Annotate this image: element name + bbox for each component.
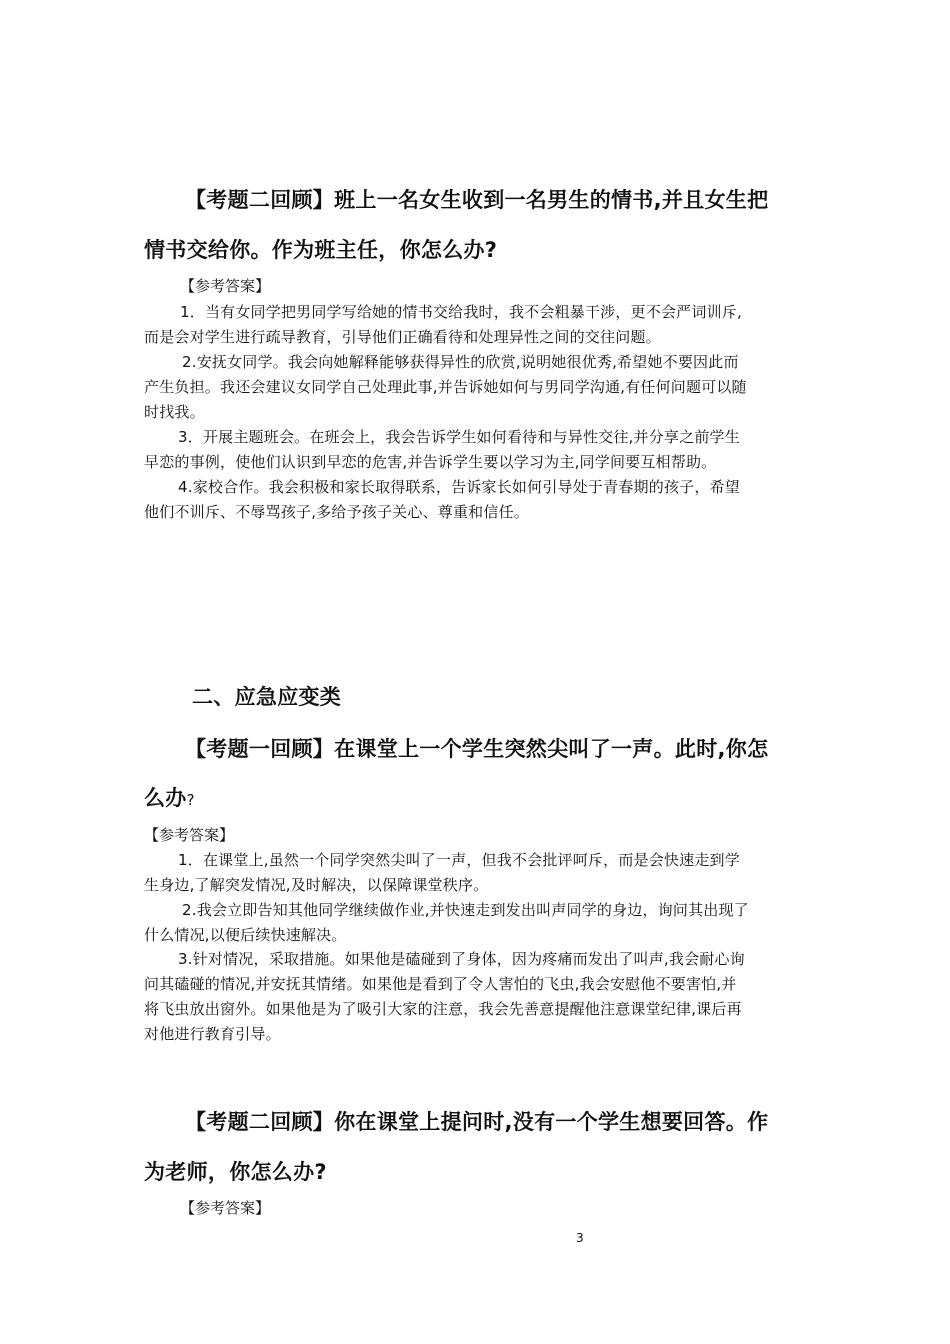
question-heading: 【考题二回顾】班上一名女生收到一名男生的情书,并且女生把 bbox=[185, 188, 769, 212]
section-title: 二、应急应变类 bbox=[192, 685, 342, 709]
answer-label: 【参考答案】 bbox=[144, 826, 235, 844]
answer-line: 3.针对情况，采取措施。如果他是磕碰到了身体，因为疼痛而发出了叫声,我会耐心询 bbox=[178, 950, 745, 968]
answer-line: 早恋的事例，使他们认识到早恋的危害,并告诉学生要以学习为主,同学间要互相帮助。 bbox=[144, 453, 717, 471]
question-heading-cont: 情书交给你。作为班主任，你怎么办? bbox=[144, 238, 498, 262]
answer-line: 4.家校合作。我会积极和家长取得联系，告诉家长如何引导处于青春期的孩子，希望 bbox=[178, 478, 740, 496]
question-heading-bold: 么办 bbox=[144, 786, 187, 810]
answer-line: 他们不训斥、不辱骂孩子,多给予孩子关心、尊重和信任。 bbox=[144, 503, 529, 521]
answer-line: 时找我。 bbox=[144, 403, 205, 421]
answer-line: 对他进行教育引导。 bbox=[144, 1025, 281, 1043]
answer-label: 【参考答案】 bbox=[180, 277, 271, 295]
question-heading: 【考题一回顾】在课堂上一个学生突然尖叫了一声。此时,你怎 bbox=[185, 737, 769, 761]
answer-line: 1．当有女同学把男同学写给她的情书交给我时，我不会粗暴干涉，更不会严词训斥, bbox=[180, 303, 742, 321]
answer-line: 3．开展主题班会。在班会上，我会告诉学生如何看待和与异性交往,并分享之前学生 bbox=[178, 428, 740, 446]
answer-label: 【参考答案】 bbox=[180, 1199, 271, 1217]
answer-line: 产生负担。我还会建议女同学自己处理此事,并告诉她如何与男同学沟通,有任何问题可以随 bbox=[144, 378, 747, 396]
answer-line: 2.安抚女同学。我会向她解释能够获得异性的欣赏,说明她很优秀,希望她不要因此而 bbox=[182, 353, 739, 371]
answer-line: 生身边,了解突发情况,及时解决，以保障课堂秩序。 bbox=[144, 876, 489, 894]
question-mark: ? bbox=[186, 791, 195, 809]
page-number: 3 bbox=[576, 1231, 584, 1245]
answer-line: 将飞虫放出窗外。如果他是为了吸引大家的注意，我会先善意提醒他注意课堂纪律,课后再 bbox=[144, 1000, 742, 1018]
question-heading: 【考题二回顾】你在课堂上提问时,没有一个学生想要回答。作 bbox=[185, 1110, 769, 1134]
answer-line: 1．在课堂上,虽然一个同学突然尖叫了一声，但我不会批评呵斥，而是会快速走到学 bbox=[178, 851, 740, 869]
answer-line: 问其磕碰的情况,并安抚其情绪。如果他是看到了令人害怕的飞虫,我会安慰他不要害怕,并 bbox=[144, 975, 737, 993]
question-heading-cont: 为老师，你怎么办? bbox=[144, 1160, 327, 1184]
question-heading-cont bbox=[144, 784, 195, 814]
answer-line: 2.我会立即告知其他同学继续做作业,并快速走到发出叫声同学的身边，询问其出现了 bbox=[182, 901, 749, 919]
answer-line: 而是会对学生进行疏导教育，引导他们正确看待和处理异性之间的交往问题。 bbox=[144, 328, 661, 346]
answer-line: 什么情况,以便后续快速解决。 bbox=[144, 926, 347, 944]
